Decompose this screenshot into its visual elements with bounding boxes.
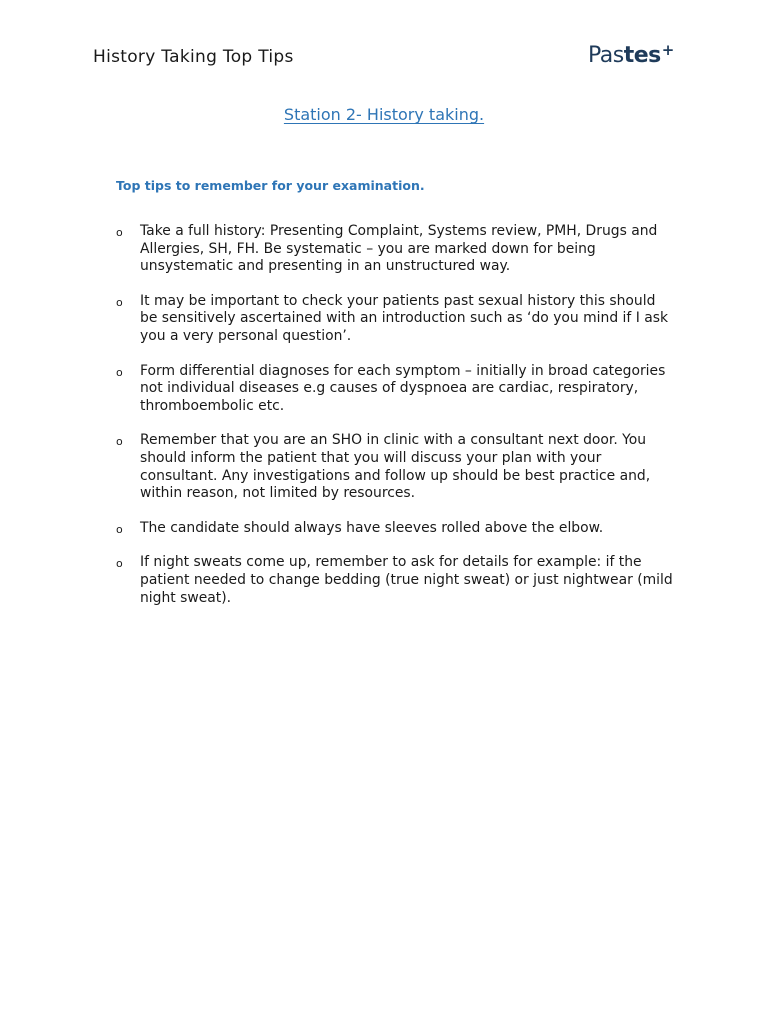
logo-plus-icon: + [661, 41, 674, 59]
bullet-icon: o [116, 557, 123, 571]
tip-item [116, 223, 676, 276]
bullet-icon: o [116, 226, 123, 239]
logo-text-bold: tes [623, 43, 661, 68]
bullet-icon: o [116, 295, 123, 309]
bullet-icon: o [116, 522, 123, 536]
tip-item [116, 520, 676, 538]
tip-text: The candidate should always have sleeves rolled above the elbow. [140, 519, 604, 536]
header-title: History Taking Top Tips [93, 47, 294, 67]
tip-text: If night sweats come up, remember to ask for details for example: if the patient needed to change bedding (true night sweat) or just nightwear (mild night sweat). [140, 554, 673, 606]
tip-text: It may be important to check your patients past sexual history this should be sensitively ascertained with an introduction such as ‘do you mind if I ask you a very personal question’. [140, 292, 669, 344]
section-heading: Top tips to remember for your examination. [116, 178, 425, 193]
bullet-icon: o [116, 435, 123, 449]
tips-list [116, 223, 676, 624]
tip-text: Take a full history: Presenting Complaint, Systems review, PMH, Drugs and Allergies, SH, FH. Be systematic – you are marked down for being unsystematic and presenting in an unstructured way. [140, 223, 658, 275]
station-title: Station 2- History taking. [283, 105, 485, 124]
tip-text: Form differential diagnoses for each symptom – initially in broad categories not individual diseases e.g causes of dyspnoea are cardiac, respiratory, thromboembolic etc. [140, 362, 666, 414]
logo-text-regular: Pas [588, 43, 624, 68]
tip-item [116, 293, 676, 346]
tip-item [116, 554, 676, 607]
tip-item [116, 363, 676, 416]
pastest-logo [588, 41, 674, 68]
tip-text: Remember that you are an SHO in clinic with a consultant next door. You should inform the patient that you will discuss your plan with your consultant. Any investigations and follow up should be best practice and, within reason, not limited by resources. [140, 432, 651, 502]
bullet-icon: o [116, 365, 123, 379]
tip-item [116, 432, 676, 502]
